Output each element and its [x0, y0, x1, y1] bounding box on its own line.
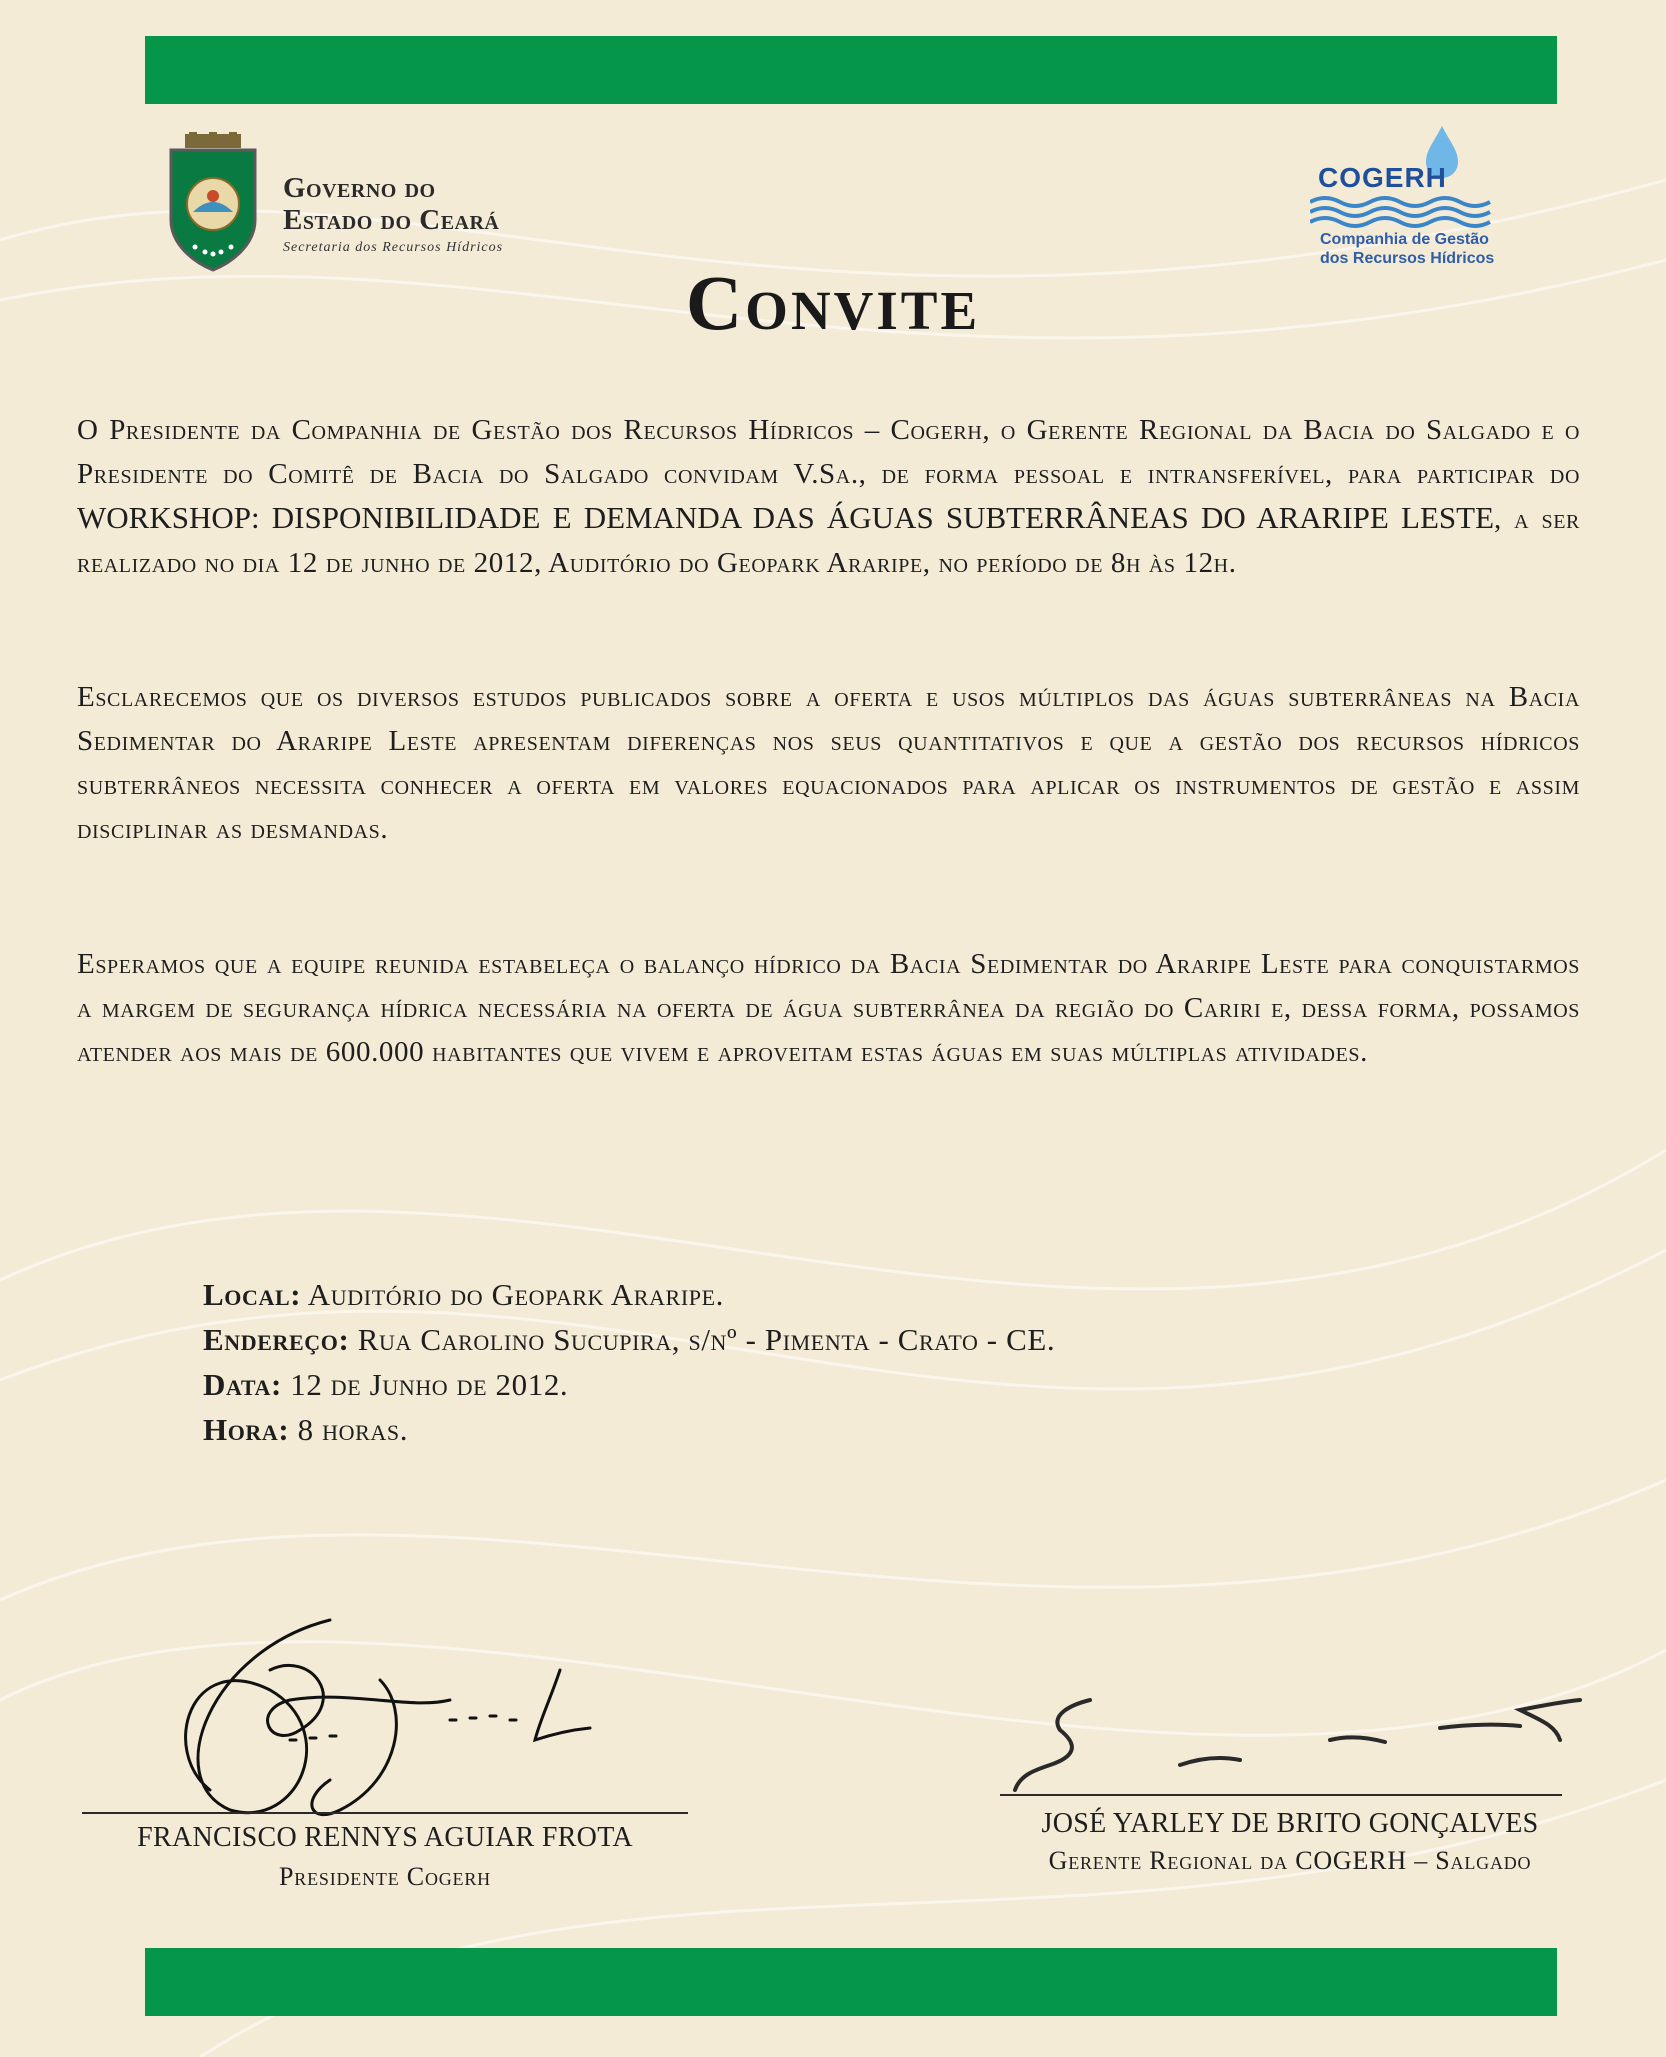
bottom-green-bar: [145, 1948, 1557, 2016]
signatory-left-role: Presidente Cogerh: [279, 1862, 491, 1891]
paragraph-goal: Esperamos que a equipe reunida estabeleça o balanço hídrico da Bacia Sedimentar do Araripe Leste para conquistarmos a margem de segurança hídrica necessária na oferta de água subterrânea da região do Cariri e, dessa forma, possamos atender aos mais de 600.000 habitantes que vivem e aproveitam estas águas em suas múltiplas atividades.: [77, 948, 1580, 1068]
signatory-left-name: FRANCISCO RENNYS AGUIAR FROTA: [137, 1822, 633, 1853]
cogerh-subtitle-line-2: dos Recursos Hídricos: [1320, 250, 1495, 267]
paragraph-invitation-intro: O Presidente da Companhia de Gestão dos Recursos Hídricos – Cogerh, o Gerente Regional da Bacia do Salgado e o Presidente do Comitê de Bacia do Salgado convidam V.Sa., de forma pessoal e intransferível, para participar do: [77, 414, 1580, 490]
detail-hora-label: Hora:: [203, 1412, 290, 1447]
paragraph-invitation-details: , a ser realizado no dia 12 de junho de 2012, Auditório do Geopark Araripe, no período de 8h às 12h.: [77, 503, 1580, 579]
gov-line-2: Estado do Ceará: [283, 204, 500, 236]
detail-local-value: Auditório do Geopark Araripe.: [301, 1277, 724, 1312]
detail-endereco: [203, 1317, 1055, 1362]
cogerh-logo: [1310, 122, 1500, 272]
signature-line-left: [82, 1812, 688, 1814]
detail-data: [203, 1362, 1055, 1407]
detail-hora: [203, 1407, 1055, 1452]
ceara-government-text: [283, 172, 503, 256]
detail-data-label: Data:: [203, 1367, 282, 1402]
signatory-right-name: JOSÉ YARLEY DE BRITO GONÇALVES: [1041, 1808, 1539, 1839]
paragraph-invitation: [77, 408, 1580, 585]
cogerh-subtitle-line-1: Companhia de Gestão: [1320, 231, 1489, 248]
top-green-bar: [145, 36, 1557, 104]
gov-line-1: Governo do: [283, 172, 436, 204]
gov-subtitle: Secretaria dos Recursos Hídricos: [283, 240, 504, 255]
signature-line-right: [1000, 1794, 1562, 1796]
detail-endereco-label: Endereço:: [203, 1322, 350, 1357]
cogerh-wordmark: COGERH: [1318, 162, 1447, 193]
ceara-coat-of-arms-icon: [163, 132, 263, 272]
paragraph-context: Esclarecemos que os diversos estudos publicados sobre a oferta e usos múltiplos das águas subterrâneas na Bacia Sedimentar do Araripe Leste apresentam diferenças nos seus quantitativos e que a gestão dos recursos hídricos subterrâneos necessita conhecer a oferta em valores equacionados para aplicar os instrumentos de gestão e assim disciplinar as desmandas.: [77, 681, 1580, 845]
signature-left-handwriting: [150, 1610, 620, 1830]
signature-right-handwriting: [1000, 1680, 1600, 1810]
detail-local-label: Local:: [203, 1277, 302, 1312]
document-title: Convite: [685, 259, 981, 346]
detail-data-value: 12 de Junho de 2012.: [281, 1367, 569, 1402]
ceara-government-logo: [163, 132, 563, 272]
signatory-right-role: Gerente Regional da COGERH – Salgado: [1048, 1846, 1532, 1875]
detail-endereco-value: Rua Carolino Sucupira, s/nº - Pimenta - Crato - CE.: [349, 1322, 1056, 1357]
event-details: [203, 1272, 1055, 1452]
detail-local: [203, 1272, 1055, 1317]
detail-hora-value: 8 horas.: [289, 1412, 409, 1447]
workshop-title: WORKSHOP: DISPONIBILIDADE E DEMANDA DAS ÁGUAS SUBTERRÂNEAS DO ARARIPE LESTE: [77, 500, 1495, 535]
